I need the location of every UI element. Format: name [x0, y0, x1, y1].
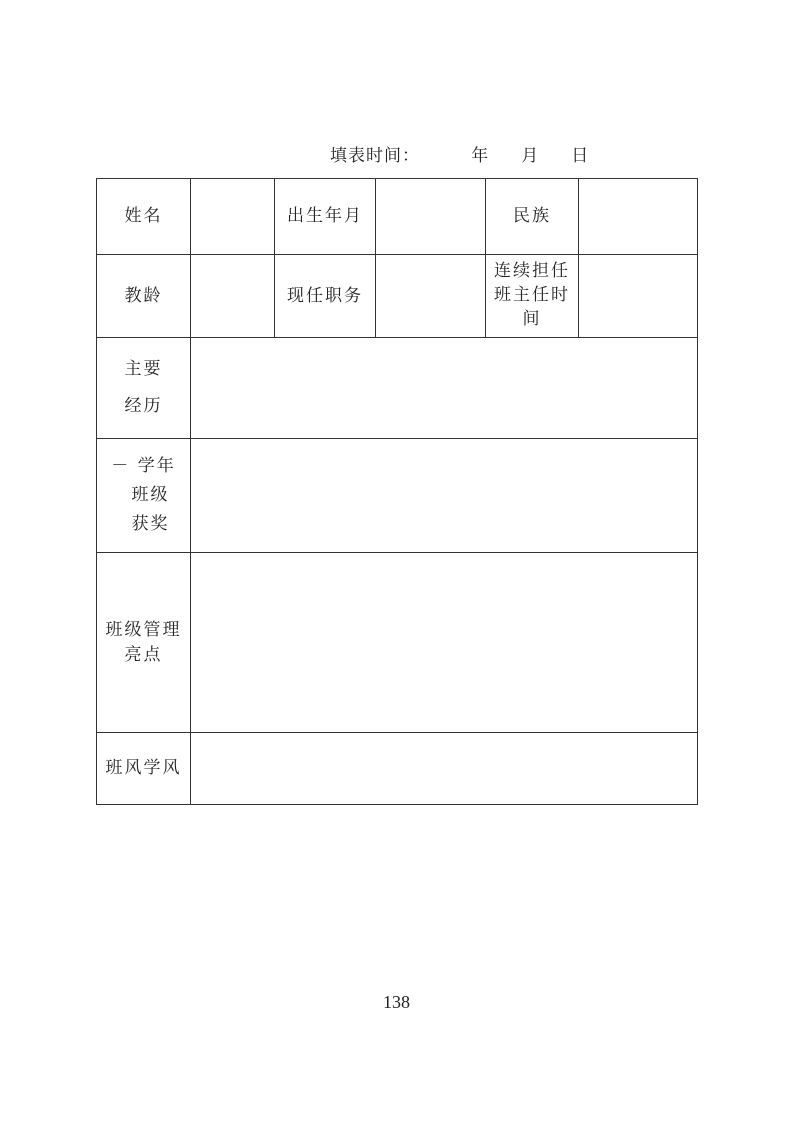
name-field[interactable] [191, 179, 275, 255]
ethnic-label: 民族 [513, 206, 551, 227]
position-label: 现任职务 [287, 285, 363, 306]
headteacher-time-label-cell [486, 255, 579, 338]
birth-label: 出生年月 [287, 206, 363, 227]
fill-date-line: 填表时间： 年 月 日 [330, 146, 590, 166]
class-style-field[interactable] [191, 733, 698, 805]
awards-label-line-1: － 学年 [111, 456, 176, 477]
name-label: 姓名 [124, 206, 163, 227]
teacher-info-form [96, 178, 698, 805]
row-highlights [97, 553, 698, 733]
highlights-field[interactable] [191, 553, 698, 733]
headteacher-time-line-3: 间 [522, 308, 542, 329]
highlights-label-line-2: 亮点 [124, 644, 163, 665]
teaching-years-label-cell [97, 255, 191, 338]
page-number: 138 [383, 992, 410, 1012]
row-awards [97, 439, 698, 553]
experience-label-line-2: 经历 [124, 396, 163, 416]
highlights-label-line-1: 班级管理 [105, 619, 182, 640]
awards-field[interactable] [191, 439, 698, 553]
experience-label-cell [97, 338, 191, 439]
birth-field[interactable] [376, 179, 486, 255]
headteacher-time-line-2: 班主任时 [494, 285, 570, 306]
awards-label-cell [97, 439, 191, 553]
position-label-cell [275, 255, 376, 338]
experience-field[interactable] [191, 338, 698, 439]
headteacher-time-line-1: 连续担任 [494, 261, 570, 282]
name-label-cell [97, 179, 191, 255]
birth-label-cell [275, 179, 376, 255]
ethnic-field[interactable] [579, 179, 698, 255]
highlights-label-cell [97, 553, 191, 733]
awards-label-line-3: 获奖 [131, 513, 170, 534]
class-style-label: 班风学风 [105, 758, 182, 779]
teaching-years-label: 教龄 [124, 285, 163, 306]
highlights-label [106, 618, 182, 667]
headteacher-time-label [494, 260, 570, 331]
awards-label-line-2: 班级 [131, 485, 170, 506]
row-experience [97, 338, 698, 439]
row-basic-info [97, 179, 698, 255]
position-field[interactable] [376, 255, 486, 338]
row-teaching-info [97, 255, 698, 338]
headteacher-time-field[interactable] [579, 255, 698, 338]
teaching-years-field[interactable] [191, 255, 275, 338]
awards-label [111, 452, 175, 539]
ethnic-label-cell [486, 179, 579, 255]
experience-label-line-1: 主要 [124, 358, 163, 379]
row-class-style [97, 733, 698, 805]
class-style-label-cell [97, 733, 191, 805]
experience-label [125, 351, 163, 426]
